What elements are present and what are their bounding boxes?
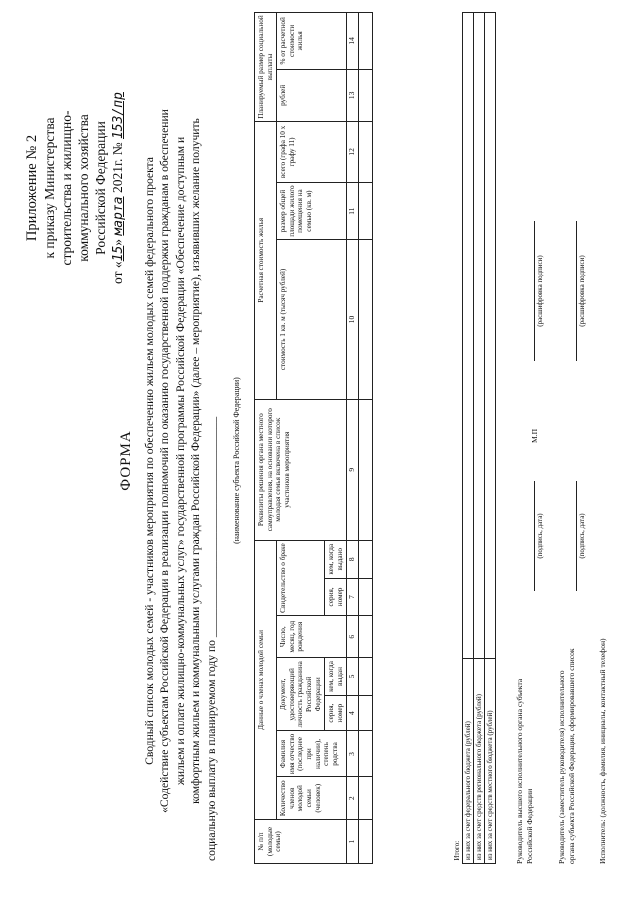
table-cell: [358, 69, 372, 121]
col-header-total: всего (графа 10 х графу 11): [277, 122, 347, 183]
totals-federal: из них за счет федерального бюджета (рублей): [463, 659, 474, 864]
col-header-fio: Фамилия имя отчество (последнее при наличии), степень родства: [277, 731, 347, 777]
intro-line: социальную выплату в планируемом году по ______________________________________: [204, 416, 218, 861]
column-number: 1: [347, 820, 359, 864]
intro-line: комфортным жильем и коммунальными услугами граждан Российской Федерации» (далее – мероприятие), изъявивших желание получить: [189, 118, 203, 804]
appendix-line: Приложение № 2: [24, 134, 40, 242]
table-cell: [358, 240, 372, 399]
column-number: 12: [347, 122, 359, 183]
table-cell: [358, 182, 372, 240]
column-number: 7: [347, 578, 359, 616]
col-header-pay-pct: % от расчетной стоимости жилья: [277, 13, 347, 70]
table-cell: [358, 731, 372, 777]
column-number: 9: [347, 399, 359, 540]
table-cell: [358, 616, 372, 658]
column-number: 8: [347, 540, 359, 578]
table-cell: [358, 820, 372, 864]
col-header-cost-sqm: стоимость 1 кв. м (тысяч рублей): [277, 240, 347, 399]
table-cell: [358, 399, 372, 540]
col-header-count: Количество членов молодой семьи (человек): [277, 777, 347, 820]
col-header-area: размер общей площади жилого помещения на семью (кв. м): [277, 182, 347, 240]
totals-row: [474, 13, 485, 864]
table-cell: [358, 540, 372, 578]
col-header-mar-series: серия, номер: [325, 578, 347, 616]
column-number: 2: [347, 777, 359, 820]
appendix-block: [24, 63, 127, 313]
deputy-signature-title: [557, 564, 576, 864]
column-number: 10: [347, 240, 359, 399]
table-cell: [358, 122, 372, 183]
table-cell: [485, 13, 496, 659]
column-number: 14: [347, 13, 359, 70]
head-signature-title: [515, 604, 534, 864]
region-caption: (наименование субъекта Российской Федерации): [232, 377, 241, 544]
signature-title-line: Российской Федерации: [524, 788, 534, 864]
date-mid: »: [110, 235, 125, 246]
table-cell: [474, 13, 485, 659]
families-table: [254, 12, 373, 864]
column-number: 11: [347, 182, 359, 240]
col-header-doc-series: серия, номер: [325, 695, 347, 731]
totals-regional: из них за счет средств регионального бюджета (рублей): [474, 659, 485, 864]
appendix-line: строительства и жилищно-: [59, 110, 74, 266]
col-header-marriage: Свидетельство о браке: [277, 540, 325, 615]
col-header-cost: Расчетная стоимость жилья: [255, 122, 277, 400]
col-header-payment: Планируемый размер социальной выплаты: [255, 13, 277, 122]
table-row: [358, 13, 372, 864]
table-cell: [358, 777, 372, 820]
appendix-line: к приказу Министерства: [42, 117, 57, 259]
table-cell: [358, 658, 372, 696]
column-number: 5: [347, 658, 359, 696]
col-header-members: Данные о членах молодой семьи: [255, 540, 277, 819]
signature-title-line: Руководитель (заместитель руководителя) исполнительного: [557, 670, 566, 864]
col-header-num: № п/п (молодые семьи): [255, 820, 347, 864]
signature-title-line: органа субъекта Российской Федерации, сформировавшего список: [566, 648, 576, 864]
col-header-doc-issued: кем, когда выдан: [325, 658, 347, 696]
sign-date-line: (подпись, дата): [576, 481, 586, 591]
header-row: [255, 13, 277, 864]
decode-line: (расшифровка подписи): [534, 221, 544, 361]
col-header-decision: Реквизиты решения органа местного самоуправления, на основании которого молодая семья включена в список участников мероприятия: [255, 399, 347, 540]
col-header-pay-rub: рублей: [277, 69, 347, 121]
col-header-mar-issued: кем, когда выдано: [325, 540, 347, 578]
intro-line: «Содействие субъектам Российской Федерации в реализации полномочий по оказанию государственной поддержки гражданам в обеспечении: [158, 109, 172, 813]
date-prefix: от «: [110, 261, 125, 284]
column-number: 6: [347, 616, 359, 658]
stamp-place: М.П: [530, 428, 539, 443]
totals-label: Итого:: [453, 840, 461, 861]
intro-line: жильем и оплате жилищно-коммунальных услуг» государственной программы Российской Федерации «Обеспечение доступным и: [173, 136, 187, 786]
appendix-line: Российской Федерации: [93, 121, 108, 255]
form-title: ФОРМА: [118, 430, 134, 491]
column-number: 4: [347, 695, 359, 731]
date-month: марта: [111, 196, 126, 236]
col-header-doc: Документ, удостоверяющий личность гражданина Российской Федерации: [277, 658, 325, 731]
sign-date-line: (подпись, дата): [534, 481, 544, 591]
decode-line: (расшифровка подписи): [576, 221, 586, 361]
intro-text: [142, 61, 219, 861]
totals-row: [452, 13, 463, 864]
totals-row: [485, 13, 496, 864]
totals-local: из них за счет средств местного бюджета (рублей): [485, 659, 496, 864]
appendix-line: коммунального хозяйства: [76, 114, 91, 262]
col-header-dob: Число, месяц, год рождения: [277, 616, 347, 658]
intro-line: Сводный список молодых семей - участников мероприятия по обеспечению жильем молодых семей федерального проекта: [143, 157, 156, 765]
totals-table: [452, 12, 496, 864]
column-number: 3: [347, 731, 359, 777]
table-cell: [358, 695, 372, 731]
table-cell: [358, 13, 372, 70]
table-cell: [358, 578, 372, 616]
table-cell: [463, 13, 474, 659]
totals-row: [463, 13, 474, 864]
date-year: 2021г. №: [110, 139, 125, 197]
signature-title-line: Руководитель высшего исполнительного органа субъекта: [515, 678, 524, 864]
column-number: 13: [347, 69, 359, 121]
date-day: 15: [111, 245, 126, 262]
column-numbers-row: [347, 13, 359, 864]
executor-line: Исполнитель: (должность, фамилия, инициалы, контактный телефон): [598, 638, 607, 864]
order-number: 153/пр: [111, 92, 126, 140]
